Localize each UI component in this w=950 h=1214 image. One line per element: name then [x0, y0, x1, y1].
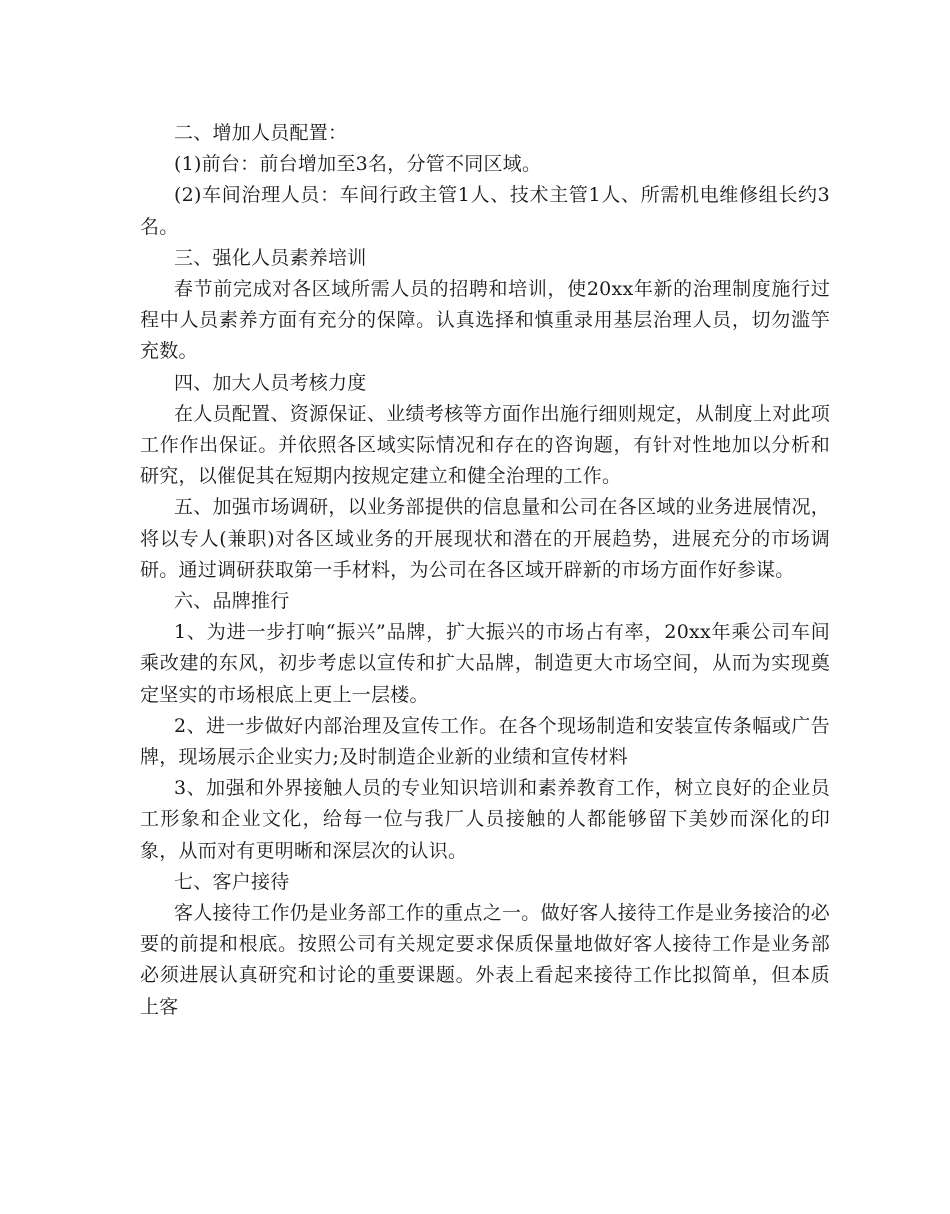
paragraph-brand-1: 1、为进一步打响“振兴”品牌，扩大振兴的市场占有率，20xx年乘公司车间乘改建的东风，初步考虑以宣传和扩大品牌，制造更大市场空间，从而为实现奠定坚实的市场根底上更上一层楼。 — [140, 621, 830, 706]
paragraph-front-desk: (1)前台：前台增加至3名，分管不同区域。 — [174, 153, 542, 176]
document-body — [140, 118, 830, 1023]
paragraph-workshop-management: (2)车间治理人员：车间行政主管1人、技术主管1人、所需机电维修组长约3名。 — [140, 184, 830, 238]
section-heading-training: 三、强化人员素养培训 — [174, 246, 367, 269]
paragraph-assessment: 在人员配置、资源保证、业绩考核等方面作出施行细则规定，从制度上对此项工作作出保证。并依照各区域实际情况和存在的咨询题，有针对性地加以分析和研究，以催促其在短期内按规定建立和健全治理的工作。 — [140, 402, 830, 488]
section-heading-assessment: 四、加大人员考核力度 — [174, 371, 367, 394]
section-heading-staffing: 二、增加人员配置： — [174, 122, 348, 144]
paragraph-brand-2: 2、进一步做好内部治理及宣传工作。在各个现场制造和安装宣传条幅或广告牌，现场展示企业实力;及时制造企业新的业绩和宣传材料 — [140, 714, 830, 769]
paragraph-market-research: 五、加强市场调研，以业务部提供的信息量和公司在各区域的业务进展情况，将以专人(兼职)对各区域业务的开展现状和潜在的开展趋势，进展充分的市场调研。通过调研获取第一手材料，为公司在各区域开辟新的市场方面作好参谋。 — [140, 496, 830, 581]
section-heading-reception: 七、客户接待 — [174, 870, 290, 893]
paragraph-brand-3: 3、加强和外界接触人员的专业知识培训和素养教育工作，树立良好的企业员工形象和企业文化，给每一位与我厂人员接触的人都能够留下美妙而深化的印象，从而对有更明晰和深层次的认识。 — [140, 777, 830, 862]
paragraph-reception: 客人接待工作仍是业务部工作的重点之一。做好客人接待工作是业务接洽的必要的前提和根底。按照公司有关规定要求保质保量地做好客人接待工作是业务部必须进展认真研究和讨论的重要课题。外表上看起来接待工作比拟简单，但本质上客 — [140, 902, 830, 1018]
section-heading-brand: 六、品牌推行 — [174, 590, 290, 613]
paragraph-training: 春节前完成对各区域所需人员的招聘和培训，使20xx年新的治理制度施行过程中人员素养方面有充分的保障。认真选择和慎重录用基层治理人员，切勿滥竽充数。 — [140, 278, 830, 363]
